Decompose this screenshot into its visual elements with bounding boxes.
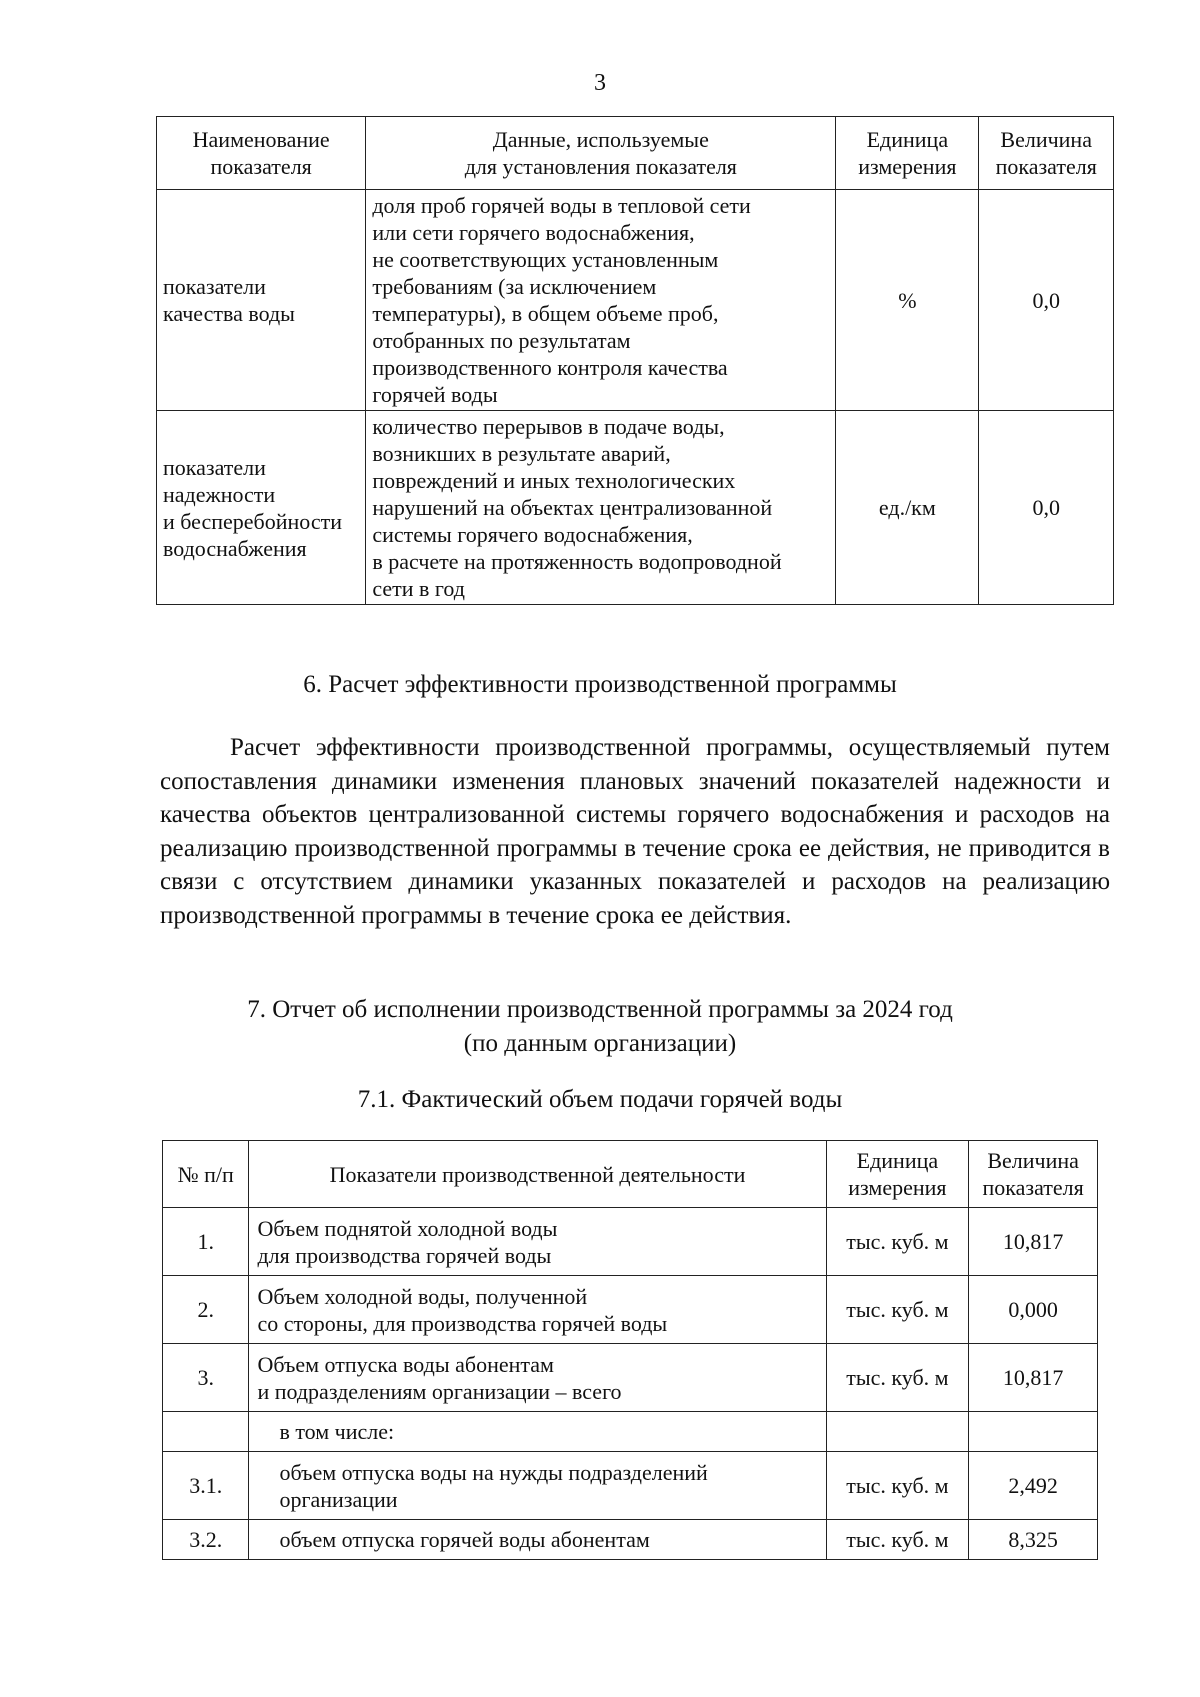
row-number: 3.1. [163,1452,249,1520]
page-number: 3 [594,70,606,96]
row-unit: тыс. куб. м [826,1344,969,1412]
header-name: Наименование показателя [157,117,366,190]
row-indicator: Объем отпуска воды абонентам и подразделениям организации – всего [249,1344,826,1412]
table-row [163,1452,1098,1520]
section6-paragraph: Расчет эффективности производственной программы, осуществляемый путем сопоставления динамики изменения плановых значений показателей надежности и качества объектов централизованной системы горячего водоснабжения и расходов на реализацию производственной программы в течение срока ее действия, не приводится в связи с отсутствием динамики указанных показателей и расходов на реализацию производственной программы в течение срока ее действия. [160,734,1110,929]
row-number: 3.2. [163,1520,249,1560]
indicator-name-cell: показатели надежности и бесперебойности водоснабжения [157,411,366,605]
table-row [157,190,1114,411]
row-indicator: в том числе: [249,1412,826,1452]
row-value: 10,817 [969,1208,1098,1276]
header-unit: Единица измерения [836,117,979,190]
row-value: 8,325 [969,1520,1098,1560]
subsection-title: 7.1. Фактический объем подачи горячей воды [357,1086,843,1113]
table-row [157,411,1114,605]
volume-table-header [163,1141,1098,1208]
indicator-unit-cell: ед./км [836,411,979,605]
table-row [163,1344,1098,1412]
row-unit [826,1412,969,1452]
indicators-table-header [157,117,1114,190]
indicator-unit-cell: % [836,190,979,411]
volume-table [162,1140,1098,1560]
indicator-data-cell: количество перерывов в подаче воды, возникших в результате аварий, повреждений и иных технологических нарушений на объектах централизованной системы горячего водоснабжения, в расчете на протяженность водопроводной сети в год [366,411,836,605]
row-indicator: объем отпуска воды на нужды подразделений организации [249,1452,826,1520]
table-row [163,1208,1098,1276]
header-unit: Единица измерения [826,1141,969,1208]
row-indicator: Объем поднятой холодной воды для производства горячей воды [249,1208,826,1276]
row-number: 3. [163,1344,249,1412]
row-value: 2,492 [969,1452,1098,1520]
indicator-data-cell: доля проб горячей воды в тепловой сети или сети горячего водоснабжения, не соответствующих установленным требованиям (за исключением температуры), в общем объеме проб, отобранных по результатам производственного контроля качества горячей воды [366,190,836,411]
header-num: № п/п [163,1141,249,1208]
table-row [163,1520,1098,1560]
header-value: Величина показателя [979,117,1114,190]
table-row [163,1412,1098,1452]
row-indicator: объем отпуска горячей воды абонентам [249,1520,826,1560]
row-unit: тыс. куб. м [826,1276,969,1344]
row-value: 10,817 [969,1344,1098,1412]
row-number [163,1412,249,1452]
row-number: 2. [163,1276,249,1344]
indicator-name-cell: показатели качества воды [157,190,366,411]
section7-title: 7. Отчет об исполнении производственной программы за 2024 год (по данным организации) [247,996,953,1057]
indicator-value-cell: 0,0 [979,411,1114,605]
row-value: 0,000 [969,1276,1098,1344]
header-indicator: Показатели производственной деятельности [249,1141,826,1208]
section6-title: 6. Расчет эффективности производственной программы [303,671,897,698]
row-unit: тыс. куб. м [826,1452,969,1520]
row-unit: тыс. куб. м [826,1520,969,1560]
row-number: 1. [163,1208,249,1276]
header-data: Данные, используемые для установления показателя [366,117,836,190]
row-indicator: Объем холодной воды, полученной со стороны, для производства горячей воды [249,1276,826,1344]
table-row [163,1276,1098,1344]
indicators-table [156,116,1114,605]
row-value [969,1412,1098,1452]
row-unit: тыс. куб. м [826,1208,969,1276]
indicator-value-cell: 0,0 [979,190,1114,411]
header-value: Величина показателя [969,1141,1098,1208]
